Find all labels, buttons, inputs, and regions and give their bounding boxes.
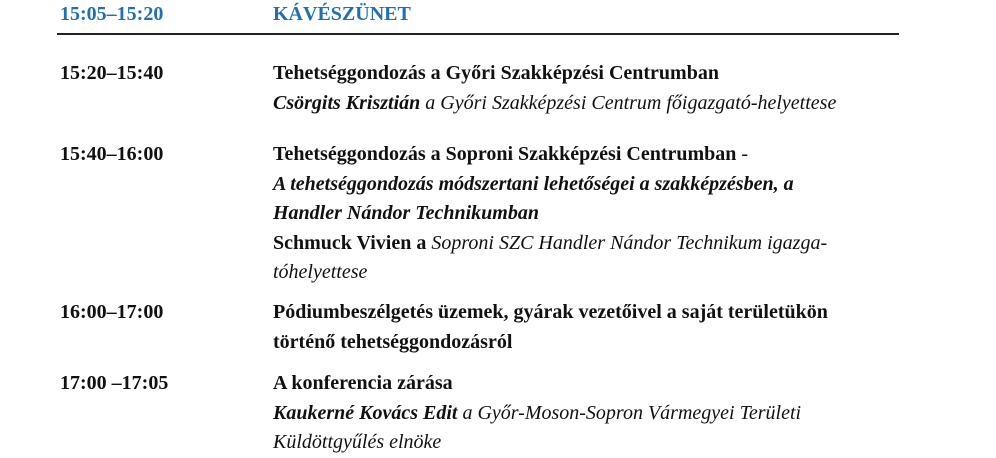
- item-4-speaker: [273, 399, 913, 429]
- item-1-time: 15:20–15:40: [60, 62, 164, 84]
- item-1-speaker: [273, 89, 913, 119]
- break-title-text: KÁVÉSZÜNET: [273, 3, 411, 25]
- item-1-speaker-name: Csörgits Krisztián: [273, 91, 421, 114]
- item-2-speaker: [273, 229, 913, 259]
- item-4-speaker-name: Kaukerné Kovács Edit: [273, 401, 458, 424]
- item-1-speaker-role: a Győri Szakképzési Centrum főigazgató-helyettese: [425, 91, 837, 114]
- item-2-speaker-role-line1: Soproni SZC Handler Nándor Technikum igazga-: [431, 231, 828, 254]
- item-4-title: A konferencia zárása: [273, 372, 453, 394]
- item-2-subtitle-line2: Handler Nándor Technikumban: [273, 202, 539, 224]
- item-4-speaker-role-line2: Küldöttgyűlés elnöke: [273, 431, 442, 453]
- section-divider: [57, 33, 899, 35]
- item-3-title-line1: Pódiumbeszélgetés üzemek, gyárak vezetőivel a saját területükön: [273, 301, 828, 323]
- item-3-time: 16:00–17:00: [60, 301, 164, 323]
- item-2-speaker-name: Schmuck Vivien a: [273, 231, 427, 254]
- break-time: 15:05–15:20: [60, 3, 164, 25]
- item-1-title: Tehetséggondozás a Győri Szakképzési Centrumban: [273, 62, 719, 84]
- item-2-title: Tehetséggondozás a Soproni Szakképzési Centrumban: [273, 143, 737, 165]
- item-4-time: 17:00 –17:05: [60, 372, 169, 394]
- item-2-speaker-role-line2: tóhelyettese: [273, 261, 368, 283]
- item-1-content: [273, 59, 913, 118]
- item-2-content: [273, 140, 913, 288]
- item-2-title-suffix: -: [741, 143, 749, 165]
- break-title: [273, 0, 913, 30]
- item-3-content: [273, 298, 913, 357]
- item-4-content: [273, 369, 913, 458]
- item-2-subtitle-line1: A tehetséggondozás módszertani lehetőségei a szakképzésben, a: [273, 172, 794, 195]
- item-3-title-line2: történő tehetséggondozásról: [273, 330, 513, 353]
- item-4-speaker-role-line1: a Győr-Moson-Sopron Vármegyei Területi: [462, 401, 802, 424]
- item-2-title-row: [273, 140, 913, 170]
- item-2-time: 15:40–16:00: [60, 143, 164, 165]
